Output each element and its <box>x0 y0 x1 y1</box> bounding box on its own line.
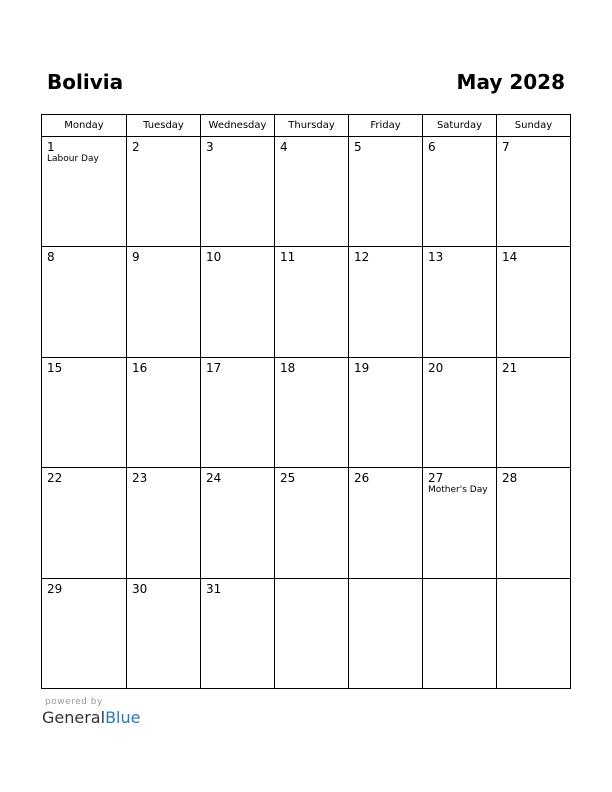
logo-general-text: General <box>42 708 106 727</box>
day-number: 6 <box>428 140 436 154</box>
day-cell <box>423 247 497 357</box>
powered-by-text: powered by <box>45 697 103 707</box>
day-cell <box>349 578 423 688</box>
weekday-header-tuesday: Tuesday <box>127 115 201 137</box>
weekday-header-saturday: Saturday <box>423 115 497 137</box>
day-cell <box>127 578 201 688</box>
day-number: 12 <box>354 250 370 265</box>
day-cell <box>201 357 275 467</box>
day-cell <box>423 137 497 247</box>
week-row <box>42 357 571 467</box>
day-number: 8 <box>47 250 55 265</box>
day-cell <box>127 247 201 357</box>
calendar-grid <box>41 114 571 689</box>
day-cell <box>275 357 349 467</box>
day-number: 23 <box>132 471 148 486</box>
day-number: 2 <box>132 140 140 154</box>
month-year-title: May 2028 <box>456 70 565 94</box>
day-cell <box>497 357 571 467</box>
day-number: 14 <box>502 250 518 265</box>
day-number: 15 <box>47 360 63 375</box>
day-number: 3 <box>206 140 214 154</box>
day-cell <box>497 247 571 357</box>
day-number: 10 <box>206 250 222 265</box>
day-cell <box>349 247 423 357</box>
day-cell <box>127 468 201 578</box>
generalblue-logo <box>42 708 140 728</box>
day-number: 18 <box>280 360 296 375</box>
day-cell <box>127 357 201 467</box>
logo-blue-text: Blue <box>105 708 141 727</box>
day-number: 31 <box>206 581 222 596</box>
day-cell <box>42 578 127 688</box>
weekday-header-thursday: Thursday <box>275 115 349 137</box>
day-cell <box>127 137 201 247</box>
day-cell <box>275 468 349 578</box>
day-number: 22 <box>47 471 63 486</box>
day-number <box>497 579 570 582</box>
day-number: 20 <box>428 360 444 375</box>
day-cell <box>201 137 275 247</box>
day-number <box>423 579 496 582</box>
day-cell <box>42 468 127 578</box>
week-row <box>42 578 571 688</box>
country-title: Bolivia <box>47 70 124 94</box>
day-number: 1 <box>47 140 55 154</box>
day-number: 16 <box>132 360 148 375</box>
weekday-header-wednesday: Wednesday <box>201 115 275 137</box>
weekday-header-row <box>42 115 571 137</box>
day-cell <box>275 247 349 357</box>
weekday-header-friday: Friday <box>349 115 423 137</box>
day-cell <box>497 137 571 247</box>
holiday-label: Labour Day <box>47 154 99 164</box>
day-cell <box>275 578 349 688</box>
day-number: 21 <box>502 360 518 375</box>
day-cell <box>349 468 423 578</box>
weekday-header-sunday: Sunday <box>497 115 571 137</box>
day-cell <box>275 137 349 247</box>
week-row <box>42 247 571 357</box>
day-cell <box>42 137 127 247</box>
day-cell <box>42 247 127 357</box>
day-number: 29 <box>47 581 63 596</box>
day-number: 30 <box>132 581 148 596</box>
day-number: 27 <box>428 471 444 486</box>
day-cell <box>423 578 497 688</box>
day-cell <box>42 357 127 467</box>
week-row <box>42 468 571 578</box>
day-cell <box>201 578 275 688</box>
day-number <box>349 579 422 582</box>
day-cell <box>423 357 497 467</box>
day-cell <box>349 137 423 247</box>
weekday-header-monday: Monday <box>42 115 127 137</box>
day-number <box>275 579 348 582</box>
day-number: 4 <box>280 140 288 154</box>
day-number: 28 <box>502 471 518 486</box>
day-number: 5 <box>354 140 362 154</box>
holiday-label: Mother's Day <box>428 485 488 496</box>
day-cell <box>423 468 497 578</box>
day-number: 17 <box>206 360 222 375</box>
day-number: 25 <box>280 471 296 486</box>
day-number: 24 <box>206 471 222 486</box>
day-number: 19 <box>354 360 370 375</box>
day-cell <box>497 578 571 688</box>
day-cell <box>201 247 275 357</box>
day-cell <box>201 468 275 578</box>
day-number: 7 <box>502 140 510 154</box>
footer-branding <box>42 696 140 728</box>
day-cell <box>497 468 571 578</box>
week-row <box>42 137 571 247</box>
day-number: 9 <box>132 250 140 265</box>
day-cell <box>349 357 423 467</box>
day-number: 11 <box>280 250 296 265</box>
day-number: 13 <box>428 250 444 265</box>
day-number: 26 <box>354 471 370 486</box>
